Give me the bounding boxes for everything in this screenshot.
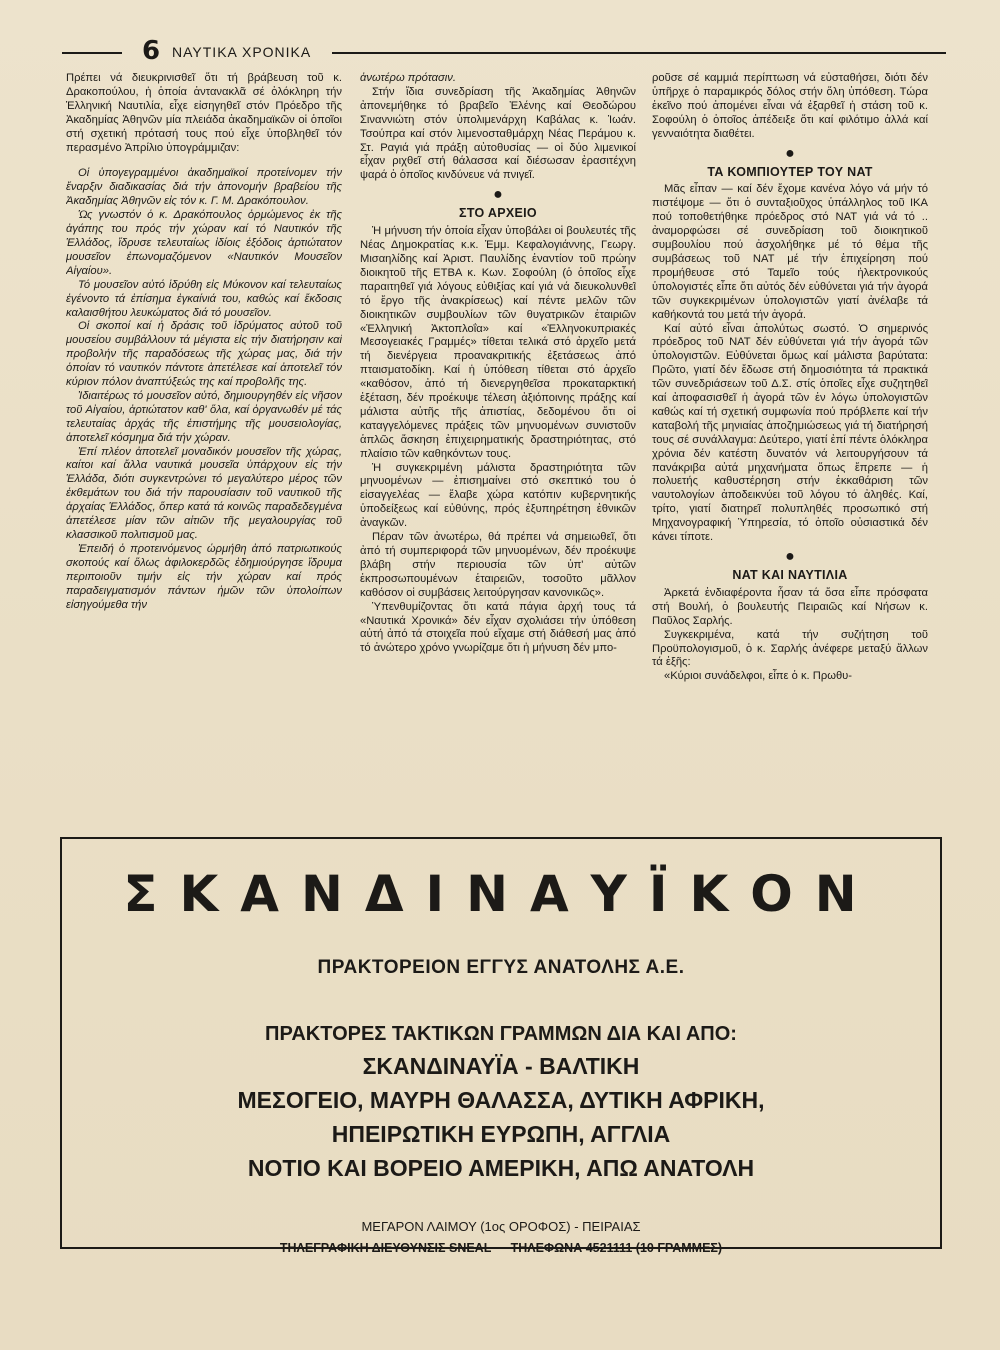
article-paragraph: Πέραν τῶν ἀνωτέρω, θά πρέπει νά σημειωθεῖ, ὅτι ἀπό τή συμπεριφορά τῶν μηνυομένων, δέν προέκυψε βλάβη στήν περιουσία τῶν ὑπ' αὐτῶν ἐκπροσωπουμένων ἑταιρειῶν, τοσοῦτο μᾶλλον καθόσον οἱ συμβάσεις λειτούργησαν κανονικῶς».	[360, 531, 636, 599]
ad-route-line: ΜΕΣΟΓΕΙΟ, ΜΑΥΡΗ ΘΑΛΑΣΣΑ, ΔΥΤΙΚΗ ΑΦΡΙΚΗ,	[237, 1087, 765, 1113]
article-paragraph: Ἀρκετά ἐνδιαφέροντα ἦσαν τά ὅσα εἶπε πρόσφατα στή Βουλή, ὁ βουλευτής Πειραιῶς καί Νήσων κ. Παῦλος Σαρλής.	[652, 586, 928, 627]
column-middle	[360, 72, 636, 832]
article-paragraph: ἀνωτέρω πρότασιν.	[360, 72, 456, 84]
page-header	[62, 36, 946, 66]
header-rule-right	[332, 52, 946, 54]
publication-title: ΝΑΥΤΙΚΑ ΧΡΟΝΙΚΑ	[172, 44, 312, 60]
article-paragraph: Στήν ἴδια συνεδρίαση τῆς Ἀκαδημίας Ἀθηνῶν ἀπονεμήθηκε τό βραβεῖο Ἑλένης καί Θεοδώρου Σιναννιώτη στόν ὑπολιμενάρχη Καβάλας κ. Ἰωάν. Τσούπρα καί στόν λιμενοσταθμάρχη Νέας Περάμου κ. Στ. Ραγιά γιά πράξη αὐτοθυσίας — οἱ δύο λιμενικοί εἶχαν ριχθεῖ στή θάλασσα καί διέσωσαν ἐρασιτέχνη ψαρά ὁ ὁποῖος κινδύνευε νά πνιγεῖ.	[360, 85, 636, 182]
article-paragraph: ροῦσε σέ καμμιά περίπτωση νά εὐσταθήσει, διότι δέν ὑπῆρχε ὁ παραμικρός δόλος στήν ὅλη ὑπόθεση. Τώρα ἐκεῖνο πού ἀπομένει εἶναι νά ἐξαρθεῖ ἡ στάση τοῦ κ. Σοφούλη ὁ ὁποῖος ἀπέδειξε ὅτι καί φιλότιμο ἀλλά καί γενναιότητα διαθέτει.	[652, 72, 928, 140]
ad-route-line: ΝΟΤΙΟ ΚΑΙ ΒΟΡΕΙΟ ΑΜΕΡΙΚΗ, ΑΠΩ ΑΝΑΤΟΛΗ	[247, 1155, 755, 1181]
article-paragraph: Ὑπενθυμίζοντας ὅτι κατά πάγια ἀρχή τους τά «Ναυτικά Χρονικά» δέν εἶχαν σχολιάσει τήν ὑπόθεση αὐτή ἀπό τά στοιχεῖα πού εἴχαμε στή διάθεσή μας ἀπό τό ἀνώτερο χρόνο γνωρίζαμε ὅτι ἡ μήνυση δέν μπο-	[360, 600, 636, 655]
ad-subtitle: ΠΡΑΚΤΟΡΕΙΟΝ ΕΓΓΥΣ ΑΝΑΤΟΛΗΣ Α.Ε.	[317, 957, 685, 978]
article-paragraph: Καί αὐτό εἶναι ἀπολύτως σωστό. Ὁ σημερινός πρόεδρος τοῦ ΝΑΤ δέν εὐθύνεται γιά τήν ἀγορά τῶν ὑπολογιστῶν. Εὐθύνεται ὅμως καί μάλιστα βαρύτατα: Πρῶτο, γιατί δέν ἔδωσε στή δημοσιότητα τά πρακτικά τῶν συνεδριάσεων τοῦ Δ.Σ. στίς ὁποῖες εἶχε συζητηθεῖ καί ἀποφασισθεῖ ἡ ἀγορά τῶν ἐν λόγω ὑπολογιστῶν καθώς καί τή σχετική συμφωνία πού πρόβλεπε καί τήν καταβολή τῆς μηνιαίας ἀποζημιώσεως γιά τή διατήρησή τους σέ συνάλλαγμα: Δεύτερο, γιατί ἐπί πέντε ὁλόκληρα χρόνια δέν κατέστη δυνατόν νά λειτουργήσουν τά πανάκριβα αὐτά μηχανήματα ὅπως ἔπρεπε — ἡ πολυετής καθυστέρηση στήν ἐκκαθάριση τῶν ναυτολογίων ἀποδεικνύει τοῦ λόγου τό ἀληθές. Καί, τρίτο, γιατί διατηρεῖ πολυπληθές προσωπικό στή Μηχανογραφική Ὑπηρεσία, τό ὁποῖο οὐσιαστικά δέν κάνει τίποτε.	[652, 322, 928, 544]
article-paragraph: Ἰδιαιτέρως τό μουσεῖον αὐτό, δημιουργηθέν εἰς νῆσον τοῦ Αἰγαίου, ἀρτιώτατον καθ' ὅλα, καί ὀργανωθέν μέ τάς τελευταίας ἀρχάς τῆς ἐπιστήμης τῆς μουσειολογίας, ἀποτελεῖ κόσμημα διά τήν χώραν.	[66, 389, 342, 444]
section-bullet: ●	[493, 186, 503, 204]
article-paragraph: Τό μουσεῖον αὐτό ἱδρύθη εἰς Μύκονον καί τελευταίως ἐγένοντο τά ἐπίσημα ἐγκαίνιά του, καθώς καί ἔκδοσις καλαισθήτου λευκώματος διά τό μουσεῖον.	[66, 278, 342, 319]
section-heading: ΝΑΤ ΚΑΙ ΝΑΥΤΙΛΙΑ	[732, 568, 848, 582]
article-paragraph: Ἐπειδή ὁ προτεινόμενος ὡρμήθη ἀπό πατριωτικούς σκοπούς καί ὅλως ἀφιλοκερδῶς ἐδημιούργησε ἵδρυμα περιποιοῦν τιμήν εἰς τήν χώραν καί πρός παραδειγματισμόν πάντων ἡμῶν τῶν ὑπολοίπων εἰσηγούμεθα τήν	[66, 542, 342, 611]
article-paragraph: Οἱ σκοποί καί ἡ δράσις τοῦ ἱδρύματος αὐτοῦ τοῦ μουσείου συμβάλλουν τά μέγιστα εἰς τήν διατήρησιν καί προβολήν τῆς παραδόσεως τῆς χώρας μας, διά τήν ὁποίαν τό ναυτικόν πάντοτε ἀπετέλεσε καί ἀποτελεῖ τόν κύριον πόλον ἀναπτύξεώς της καί προβολῆς της.	[66, 320, 342, 389]
section-bullet: ●	[785, 548, 795, 565]
header-rule-left	[62, 52, 122, 54]
article-paragraph: Συγκεκριμένα, κατά τήν συζήτηση τοῦ Προϋπολογισμοῦ, ὁ κ. Σαρλής ἀνέφερε μεταξύ ἄλλων τά ἑξῆς:	[652, 628, 928, 669]
section-heading: ΤΑ ΚΟΜΠΙΟΥΤΕΡ ΤΟΥ ΝΑΤ	[707, 164, 873, 179]
ad-services-line: ΠΡΑΚΤΟΡΕΣ ΤΑΚΤΙΚΩΝ ΓΡΑΜΜΩΝ ΔΙΑ ΚΑΙ ΑΠΟ:	[265, 1023, 737, 1045]
article-paragraph: Ἐπί πλέον ἀποτελεῖ μοναδικόν μουσεῖον τῆς χώρας, καίτοι καί ἄλλα ναυτικά μουσεῖα ὑπάρχουν εἰς τήν Ἑλλάδα, διότι συγκεντρώνει τό μεγαλύτερο μέρος τῶν ἐκθεμάτων του διά τήν παρουσίασιν τοῦ ναυτικοῦ τῆς ἀρχαίας Ἑλλάδος, ὅπερ κατά τά κοινῶς παραδεδεγμένα ἀπετέλεσε μίαν τῶν αἰτιῶν τῆς μεγαλουργίας τοῦ κλασσικοῦ πολιτισμοῦ μας.	[66, 445, 342, 541]
article-paragraph: «Κύριοι συνάδελφοι, εἶπε ὁ κ. Πρωθυ-	[664, 670, 853, 683]
ad-route-line: ΗΠΕΙΡΩΤΙΚΗ ΕΥΡΩΠΗ, ΑΓΓΛΙΑ	[331, 1121, 671, 1147]
page-number: 6	[142, 36, 161, 66]
article-paragraph: Ἡ μήνυση τήν ὁποία εἶχαν ὑποβάλει οἱ βουλευτές τῆς Νέας Δημοκρατίας κ.κ. Ἐμμ. Κεφαλογιάννης, Γεωργ. Μισαηλίδης καί Ἀριστ. Παυλίδης ἐναντίον τοῦ πρώην διοικητοῦ τῆς ΕΤΒΑ κ. Κων. Σοφούλη (ὁ ὁποῖος εἶχε παραιτηθεῖ γιά λόγους εὐθιξίας καί γιά νά διευκολυνθεῖ τό ἔργο τῆς ἀνακρίσεως) καί πέντε μελῶν τῶν διοικητικῶν συμβουλίων τῶν θυγατρικῶν ἑταιριῶν «Ἑλληνική Ἀκτοπλοΐα» καί «Ἑλληνοκυπριακές Μεσογειακές Γραμμές» τίθεται τελικά στό ἀρχεῖο μετά τή διενέργεια προανακριτικής ἐξετάσεως ἀπό πταισματοδίκη. Καί ἡ ὑπόθεση τίθεται στό ἀρχεῖο «καθόσον, ἀπό τή διενεργηθεῖσα προκαταρκτική ἐξέταση, δέν προέκυψε τέλεση ἀξιόποινης πράξης καί μάλιστα αὐτῆς τῆς ἀπιστίας, δεδομένου ὅτι οἱ καταγγελόμενες πράξεις τῶν μηνυομένων συνιστοῦν ἁπλῶς ἄσκηση ἐπιχειρηματικής δραστηριότητας, στό πλαίσιο τῶν καθηκόντων τους.	[360, 225, 636, 460]
ad-telegraph-phone: ΤΗΛΕΓΡΑΦΙΚΗ ΔΙΕΥΘΥΝΣΙΣ SNEAL — ΤΗΛΕΦΩΝΑ 4521111 (10 ΓΡΑΜΜΕΣ)	[279, 1241, 723, 1255]
section-bullet: ●	[785, 144, 795, 162]
article-paragraph: Ἡ συγκεκριμένη μάλιστα δραστηριότητα τῶν μηνυομένων — ἐπισημαίνει στό σκεπτικό του ὁ εἰσαγγελέας — ἔλαβε χώρα κατόπιν κυβερνητικής ὑποδείξεως καί εὐθύνης, πρός ἐξυπηρέτηση ἐθνικῶν ἀναγκῶν.	[360, 461, 636, 530]
article-paragraph: Πρέπει νά διευκρινισθεῖ ὅτι τή βράβευση τοῦ κ. Δρακοπούλου, ἡ ὁποία ἀντανακλᾶ σέ ὁλόκληρη τήν Ἑλληνική Ναυτιλία, εἶχε εἰσηγηθεῖ στόν Πρόεδρο τῆς Ἀκαδημίας Ἀθηνῶν μία πλειάδα ἀκαδημαϊκῶν οἱ ὁποῖοι στή σχετική πρότασή τους πού εἶχε ὑποβληθεῖ τόν περασμένο Ἀπρίλιο ὑπογράμμιζαν:	[66, 72, 342, 154]
advertisement-box	[60, 837, 942, 1255]
article-paragraph: Μᾶς εἶπαν — καί δέν ἔχομε κανένα λόγο νά μήν τό πιστέψομε — ὅτι ὁ συνταξιοῦχος ὑπάλληλος τοῦ ΙΚΑ πού τοποθετήθηκε πρόεδρος στό ΝΑΤ γιά νά τό .. ἀναμορφώσει σέ συνεδρίαση τοῦ διοικητικοῦ συμβουλίου πού ἀσχολήθηκε μέ τό θέμα τῆς συμβάσεως τοῦ ΝΑΤ μέ τήν ἐπιχείρηση πού προμήθευσε στό Ταμεῖο τούς ἠλεκτρονικούς ὑπολογιστές εἶπε ὅτι αὐτός δέν εὐθύνεται γιά τήν ἀγορά τῶν συγκεκριμένων ὑπολογιστῶν γιατί ἀνέλαβε τά καθήκοντά του μετά τήν ἀγορά.	[652, 183, 928, 321]
column-left	[66, 72, 342, 834]
ad-address: ΜΕΓΑΡΟΝ ΛΑΙΜΟΥ (1ος ΟΡΟΦΟΣ) - ΠΕΙΡΑΙΑΣ	[361, 1219, 641, 1234]
article-paragraph: Ὡς γνωστόν ὁ κ. Δρακόπουλος ὁρμώμενος ἐκ τῆς ἀγάπης του πρός τήν χώραν καί τό Ναυτικόν τῆς Ἑλλάδος, ἵδρυσε τελευταίως ἰδίοις ἐξόδοις ἀρτιώτατον μουσεῖον ἐπωνομαζόμενον «Ναυτικόν Μουσεῖον Αἰγαίου».	[66, 209, 342, 277]
ad-brand-name: ΣΚΑΝΔΙΝΑΥΪΚΟΝ	[123, 865, 879, 923]
column-right	[652, 72, 928, 832]
article-paragraph: Οἱ ὑπογεγραμμένοι ἀκαδημαϊκοί προτείνομεν τήν ἔναρξιν διαδικασίας διά τήν ἀπονομήν βραβείου τῆς Ἀκαδημίας Ἀθηνῶν εἰς τόν κ. Γ. Μ. Δρακόπουλον.	[66, 167, 342, 208]
ad-route-line: ΣΚΑΝΔΙΝΑΥΪΑ - ΒΑΛΤΙΚΗ	[362, 1053, 640, 1079]
section-heading: ΣΤΟ ΑΡΧΕΙΟ	[459, 206, 537, 221]
